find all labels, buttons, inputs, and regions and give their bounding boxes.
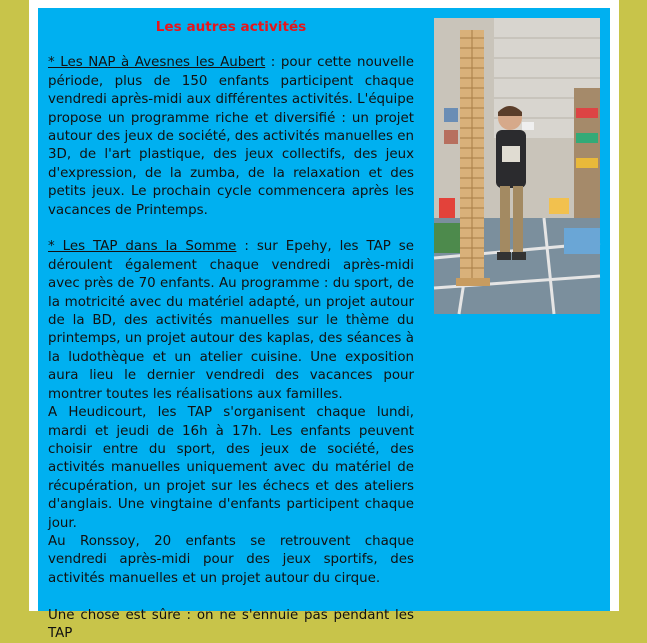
- tap-heading: * Les TAP dans la Somme: [48, 239, 237, 255]
- nap-text: : pour cette nouvelle période, plus de 150 enfants participent chaque vendredi après-midi aux différentes activités. L'équipe propose un programme riche et diversifié : un projet autour des jeux de société, des activités manuelles en 3D, de l'art plastique, des jeux collectifs, des jeux d'expression, de la zumba, de la relaxation et des petits jeux. Le prochain cycle commencera après les vacances de Printemps.: [48, 55, 414, 218]
- heudicourt-paragraph: A Heudicourt, les TAP s'organisent chaque lundi, mardi et jeudi de 16h à 17h. Les enfants peuvent choisir entre du sport, des jeux de société, des activités manuelles uniquement avec du matériel de récupération, un projet sur les échecs et des ateliers d'anglais. Une vingtaine d'enfants participent chaque jour.: [48, 405, 414, 531]
- kapla-tower-photo: [434, 18, 600, 314]
- section-title: Les autres activités: [155, 19, 307, 35]
- closing-paragraph: Une chose est sûre : on ne s'ennuie pas pendant les TAP: [48, 607, 414, 641]
- article-text: [48, 18, 414, 643]
- nap-heading: * Les NAP à Avesnes les Aubert: [48, 55, 266, 71]
- tap-text: : sur Epehy, les TAP se déroulent également chaque vendredi après-midi avec près de 70 enfants. Au programme : du sport, de la motricité avec du matériel adapté, un projet autour de la BD, des activités manuelles sur le thème du printemps, un projet autour des kaplas, des séances à la ludothèque et un atelier cuisine. Une exposition aura lieu le dernier vendredi des vacances pour montrer toutes les réalisations aux familles.: [48, 239, 415, 402]
- nap-paragraph: [48, 54, 414, 220]
- ronssoy-paragraph: Au Ronssoy, 20 enfants se retrouvent chaque vendredi après-midi pour des jeux sportifs, des activités manuelles et un projet autour du cirque.: [48, 533, 414, 586]
- content-panel: [38, 8, 610, 641]
- tap-paragraph: [48, 238, 414, 404]
